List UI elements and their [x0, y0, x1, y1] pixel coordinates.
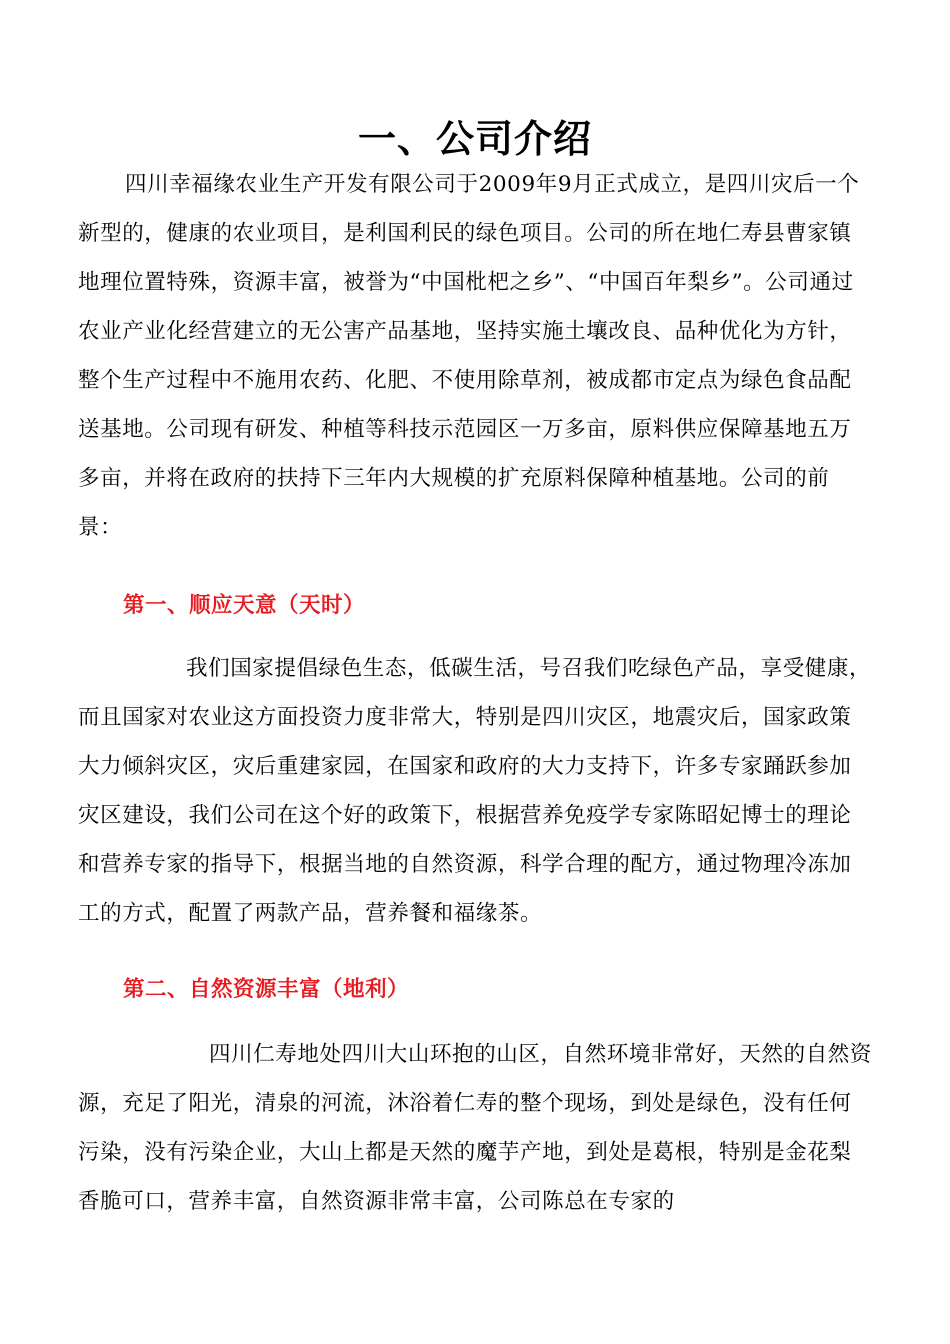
page-title: 一、公司介绍: [357, 117, 592, 162]
section-body-2: 四川仁寿地处四川大山环抱的山区，自然环境非常好，天然的自然资源，充足了阳光，清泉的河流，沐浴着仁寿的整个现场，到处是绿色，没有任何污染，没有污染企业，大山上都是天然的魔芋产地，到处是葛根，特别是金花梨香脆可口，营养丰富，自然资源非常丰富，公司陈总在专家的: [78, 1042, 873, 1214]
section-body-1: 我们国家提倡绿色生态，低碳生活，号召我们吃绿色产品，享受健康，而且国家对农业这方面投资力度非常大，特别是四川灾区，地震灾后，国家政策大力倾斜灾区，灾后重建家园，在国家和政府的大力支持下，许多专家踊跃参加灾区建设，我们公司在这个好的政策下，根据营养免疫学专家陈昭妃博士的理论和营养专家的指导下，根据当地的自然资源，科学合理的配方，通过物理冷冻加工的方式，配置了两款产品，营养餐和福缘茶。: [78, 656, 872, 926]
section-heading-1: 第一、顺应天意（天时）: [123, 593, 366, 618]
intro-paragraph: 四川幸福缘农业生产开发有限公司于2009年9月正式成立，是四川灾后一个新型的，健康的农业项目，是利国利民的绿色项目。公司的所在地仁寿县曹家镇地理位置特殊，资源丰富，被誉为“中国枇杷之乡”、“中国百年梨乡”。公司通过农业产业化经营建立的无公害产品基地，坚持实施土壤改良、品种优化为方针，整个生产过程中不施用农药、化肥、不使用除草剂，被成都市定点为绿色食品配送基地。公司现有研发、种植等科技示范园区一万多亩，原料供应保障基地五万多亩，并将在政府的扶持下三年内大规模的扩充原料保障种植基地。公司的前景：: [78, 172, 860, 540]
section-heading-2: 第二、自然资源丰富（地利）: [123, 977, 410, 1002]
